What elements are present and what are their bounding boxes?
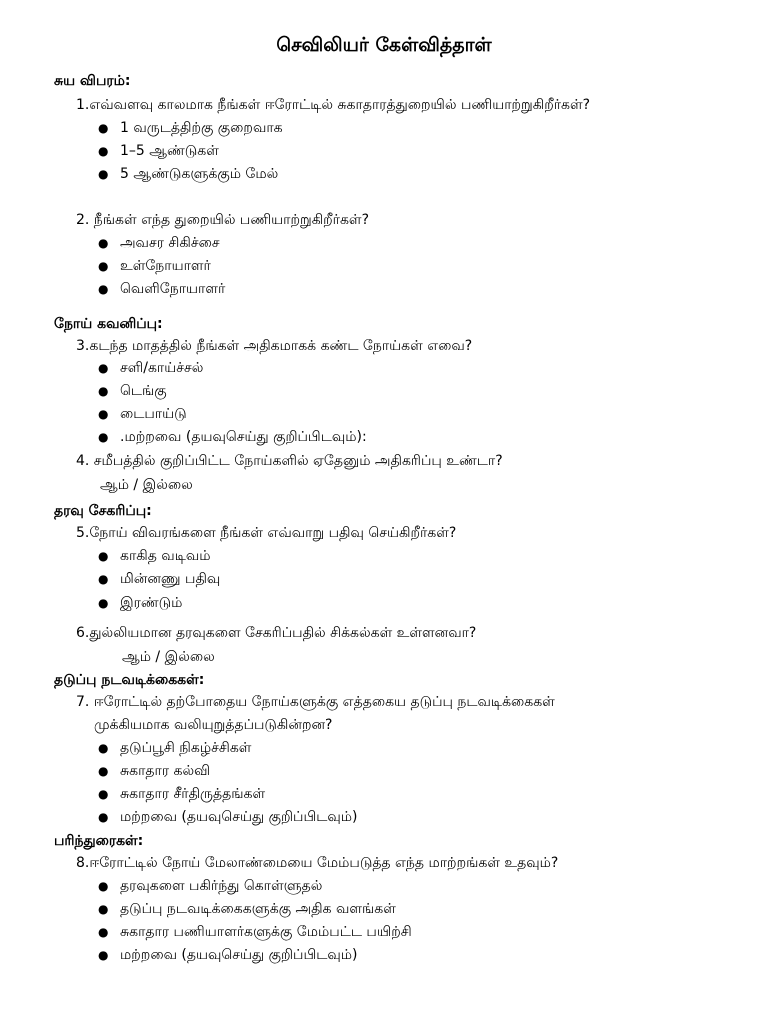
option-item[interactable] xyxy=(98,878,322,895)
option-label: சுகாதார கல்வி xyxy=(120,763,211,779)
bullet-icon: ● xyxy=(98,407,109,421)
question-2-text: 2. நீங்கள் எந்த துறையில் பணியாற்றுகிறீர்கள்? xyxy=(76,212,369,228)
yes-no-answer[interactable]: ஆம் / இல்லை xyxy=(100,477,193,493)
option-label: 5 ஆண்டுகளுக்கும் மேல் xyxy=(120,166,279,182)
bullet-icon: ● xyxy=(98,549,109,563)
option-item[interactable] xyxy=(98,595,182,612)
bullet-icon: ● xyxy=(98,596,109,610)
option-label: .மற்றவை (தயவுசெய்து குறிப்பிடவும்): xyxy=(120,429,367,445)
bullet-icon: ● xyxy=(98,236,109,250)
option-item[interactable] xyxy=(98,281,225,298)
option-item[interactable] xyxy=(98,740,251,757)
bullet-icon: ● xyxy=(98,361,109,375)
bullet-icon: ● xyxy=(98,948,109,962)
bullet-icon: ● xyxy=(98,384,109,398)
question-8-text: 8.ஈரோட்டில் நோய் மேலாண்மையை மேம்படுத்த எந்த மாற்றங்கள் உதவும்? xyxy=(76,855,559,871)
option-item[interactable] xyxy=(98,360,203,377)
option-item[interactable] xyxy=(98,166,278,183)
option-item[interactable] xyxy=(98,429,367,446)
question-4-text: 4. சமீபத்தில் குறிப்பிட்ட நோய்களில் ஏதேனும் அதிகரிப்பு உண்டா? xyxy=(76,453,503,469)
option-item[interactable] xyxy=(98,809,358,826)
option-label: மற்றவை (தயவுசெய்து குறிப்பிடவும்) xyxy=(120,809,358,825)
bullet-icon: ● xyxy=(98,572,109,586)
option-item[interactable] xyxy=(98,120,283,137)
option-item[interactable] xyxy=(98,571,220,588)
option-label: அவசர சிகிச்சை xyxy=(120,235,220,251)
bullet-icon: ● xyxy=(98,144,109,158)
option-item[interactable] xyxy=(98,406,187,423)
section-heading-data-collection: தரவு சேகரிப்பு: xyxy=(54,503,152,519)
option-item[interactable] xyxy=(98,786,265,803)
bullet-icon: ● xyxy=(98,282,109,296)
bullet-icon: ● xyxy=(98,787,109,801)
option-item[interactable] xyxy=(98,924,412,941)
bullet-icon: ● xyxy=(98,167,109,181)
question-7-text-continued: முக்கியமாக வலியுறுத்தப்படுகின்றன? xyxy=(94,717,333,733)
option-label: மற்றவை (தயவுசெய்து குறிப்பிடவும்) xyxy=(120,947,358,963)
option-label: உள்நோயாளர் xyxy=(120,258,211,274)
option-label: 1 வருடத்திற்கு குறைவாக xyxy=(120,120,283,136)
option-label: இரண்டும் xyxy=(120,595,183,611)
page-title: செவிலியர் கேள்வித்தாள் xyxy=(276,34,492,56)
bullet-icon: ● xyxy=(98,121,109,135)
question-5-text: 5.நோய் விவரங்களை நீங்கள் எவ்வாறு பதிவு செய்கிறீர்கள்? xyxy=(76,525,457,541)
bullet-icon: ● xyxy=(98,902,109,916)
option-label: வெளிநோயாளர் xyxy=(120,281,226,297)
section-heading-recommendations: பரிந்துரைகள்: xyxy=(54,833,144,849)
option-label: டெங்கு xyxy=(120,383,167,399)
bullet-icon: ● xyxy=(98,430,109,444)
option-label: சுகாதார சீர்திருத்தங்கள் xyxy=(120,786,266,802)
section-heading-prevention: தடுப்பு நடவடிக்கைகள்: xyxy=(54,672,205,688)
yes-no-answer[interactable]: ஆம் / இல்லை xyxy=(122,649,215,665)
question-3-text: 3.கடந்த மாதத்தில் நீங்கள் அதிகமாகக் கண்ட நோய்கள் எவை? xyxy=(76,338,473,354)
option-label: சுகாதார பணியாளர்களுக்கு மேம்பட்ட பயிற்சி xyxy=(120,924,412,940)
bullet-icon: ● xyxy=(98,879,109,893)
option-label: 1–5 ஆண்டுகள் xyxy=(120,143,219,159)
question-6-text: 6.துல்லியமான தரவுகளை சேகரிப்பதில் சிக்கல்கள் உள்ளனவா? xyxy=(76,625,477,641)
option-label: டைபாய்டு xyxy=(120,406,187,422)
option-item[interactable] xyxy=(98,235,220,252)
option-item[interactable] xyxy=(98,947,358,964)
option-label: காகித வடிவம் xyxy=(120,548,211,564)
option-label: தடுப்பு நடவடிக்கைகளுக்கு அதிக வளங்கள் xyxy=(120,901,396,917)
section-heading-disease-observation: நோய் கவனிப்பு: xyxy=(54,316,163,332)
option-item[interactable] xyxy=(98,383,167,400)
section-heading-personal: சுய விபரம்: xyxy=(54,73,131,89)
option-item[interactable] xyxy=(98,763,210,780)
option-item[interactable] xyxy=(98,143,219,160)
option-item[interactable] xyxy=(98,258,211,275)
bullet-icon: ● xyxy=(98,259,109,273)
bullet-icon: ● xyxy=(98,741,109,755)
option-label: தடுப்பூசி நிகழ்ச்சிகள் xyxy=(120,740,252,756)
option-label: சளி/காய்ச்சல் xyxy=(120,360,204,376)
option-item[interactable] xyxy=(98,901,396,918)
bullet-icon: ● xyxy=(98,764,109,778)
option-item[interactable] xyxy=(98,548,211,565)
option-label: தரவுகளை பகிர்ந்து கொள்ளுதல் xyxy=(120,878,323,894)
question-1-text: 1.எவ்வளவு காலமாக நீங்கள் ஈரோட்டில் சுகாதாரத்துறையில் பணியாற்றுகிறீர்கள்? xyxy=(76,97,591,113)
option-label: மின்னணு பதிவு xyxy=(120,571,221,587)
bullet-icon: ● xyxy=(98,810,109,824)
question-7-text: 7. ஈரோட்டில் தற்போதைய நோய்களுக்கு எத்தகைய தடுப்பு நடவடிக்கைகள் xyxy=(76,694,555,710)
bullet-icon: ● xyxy=(98,925,109,939)
